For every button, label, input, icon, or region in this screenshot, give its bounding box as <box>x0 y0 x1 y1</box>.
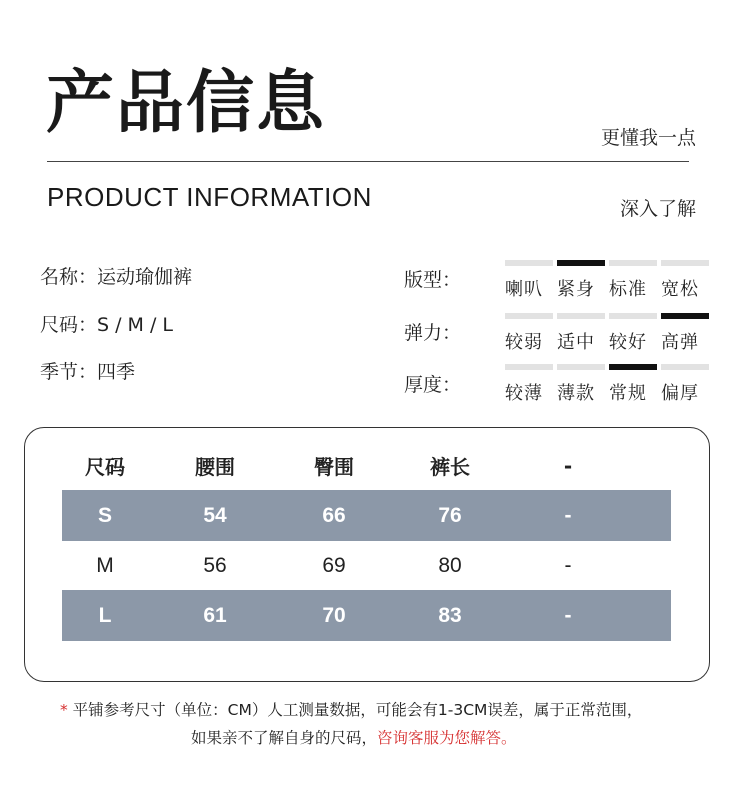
cell-size: L <box>98 603 112 627</box>
scale-option <box>505 313 553 354</box>
scale-option-label: 喇叭 <box>505 279 543 300</box>
scale-option <box>557 364 605 405</box>
header-length: 裤长 <box>430 455 470 479</box>
cell-hip: 70 <box>322 603 346 627</box>
scale-option <box>661 313 709 354</box>
cell-extra: - <box>564 553 572 577</box>
elasticity-scale <box>505 313 709 354</box>
header-hip: 臀围 <box>314 455 354 479</box>
thickness-label: 厚度： <box>404 374 462 396</box>
scale-option-label: 较薄 <box>505 383 543 404</box>
elasticity-label: 弹力： <box>404 322 462 344</box>
scale-option <box>661 364 709 405</box>
scale-option <box>609 260 657 301</box>
table-row <box>62 540 671 591</box>
cell-waist: 56 <box>203 553 227 577</box>
note-text-plain: 如果亲不了解自身的尺码， <box>191 729 378 747</box>
cell-hip: 66 <box>322 503 346 527</box>
page-title: 产品信息 <box>46 64 327 143</box>
scale-bar <box>505 260 553 266</box>
fit-scale <box>505 260 709 301</box>
scale-option <box>505 260 553 301</box>
cell-waist: 61 <box>203 603 227 627</box>
product-season: 季节：四季 <box>40 361 136 383</box>
cell-extra: - <box>564 503 572 527</box>
scale-bar <box>505 313 553 319</box>
scale-option-label: 高弹 <box>661 332 699 353</box>
scale-option-label: 紧身 <box>557 279 595 300</box>
scale-bar <box>609 313 657 319</box>
note-text: 平铺参考尺寸（单位：CM）人工测量数据，可能会有1-3CM误差，属于正常范围， <box>67 701 643 719</box>
cell-size: M <box>96 553 114 577</box>
scale-option-label: 适中 <box>557 332 595 353</box>
header-size: 尺码 <box>85 455 125 479</box>
scale-option <box>609 364 657 405</box>
page-title-english: PRODUCT INFORMATION <box>47 182 372 212</box>
service-note <box>191 726 517 748</box>
scale-option-label: 较弱 <box>505 332 543 353</box>
scale-option <box>505 364 553 405</box>
scale-option <box>557 260 605 301</box>
scale-option-label: 常规 <box>609 383 647 404</box>
table-row <box>62 490 671 541</box>
scale-bar <box>557 313 605 319</box>
fit-label: 版型： <box>404 269 462 291</box>
cell-waist: 54 <box>203 503 227 527</box>
subtitle-know-me: 更懂我一点 <box>600 127 696 149</box>
scale-option-label: 宽松 <box>661 279 699 300</box>
product-sizes: 尺码：S / M / L <box>40 314 174 336</box>
header-extra: - <box>563 453 573 478</box>
scale-bar <box>609 260 657 266</box>
subtitle-learn-more: 深入了解 <box>619 198 696 220</box>
cell-extra: - <box>564 603 572 627</box>
cell-length: 80 <box>438 553 462 577</box>
scale-bar <box>661 260 709 266</box>
scale-bar-active <box>609 364 657 370</box>
note-star: * <box>60 701 68 719</box>
scale-bar-active <box>661 313 709 319</box>
thickness-scale <box>505 364 709 405</box>
scale-option-label: 薄款 <box>557 383 595 404</box>
cell-length: 83 <box>438 603 462 627</box>
scale-option <box>661 260 709 301</box>
header-waist: 腰围 <box>195 455 235 479</box>
table-row <box>62 590 671 641</box>
cell-hip: 69 <box>322 553 346 577</box>
scale-bar <box>557 364 605 370</box>
table-header-row <box>62 440 671 491</box>
product-name: 名称：运动瑜伽裤 <box>40 266 193 288</box>
scale-bar <box>661 364 709 370</box>
scale-option <box>609 313 657 354</box>
scale-bar-active <box>557 260 605 266</box>
cell-length: 76 <box>438 503 462 527</box>
scale-option-label: 偏厚 <box>661 383 699 404</box>
contact-service-text: 咨询客服为您解答。 <box>377 729 517 747</box>
measurement-note <box>60 698 642 720</box>
scale-option-label: 标准 <box>609 279 647 300</box>
scale-bar <box>505 364 553 370</box>
scale-option <box>557 313 605 354</box>
scale-option-label: 较好 <box>609 332 647 353</box>
divider <box>47 161 689 162</box>
cell-size: S <box>97 503 113 527</box>
